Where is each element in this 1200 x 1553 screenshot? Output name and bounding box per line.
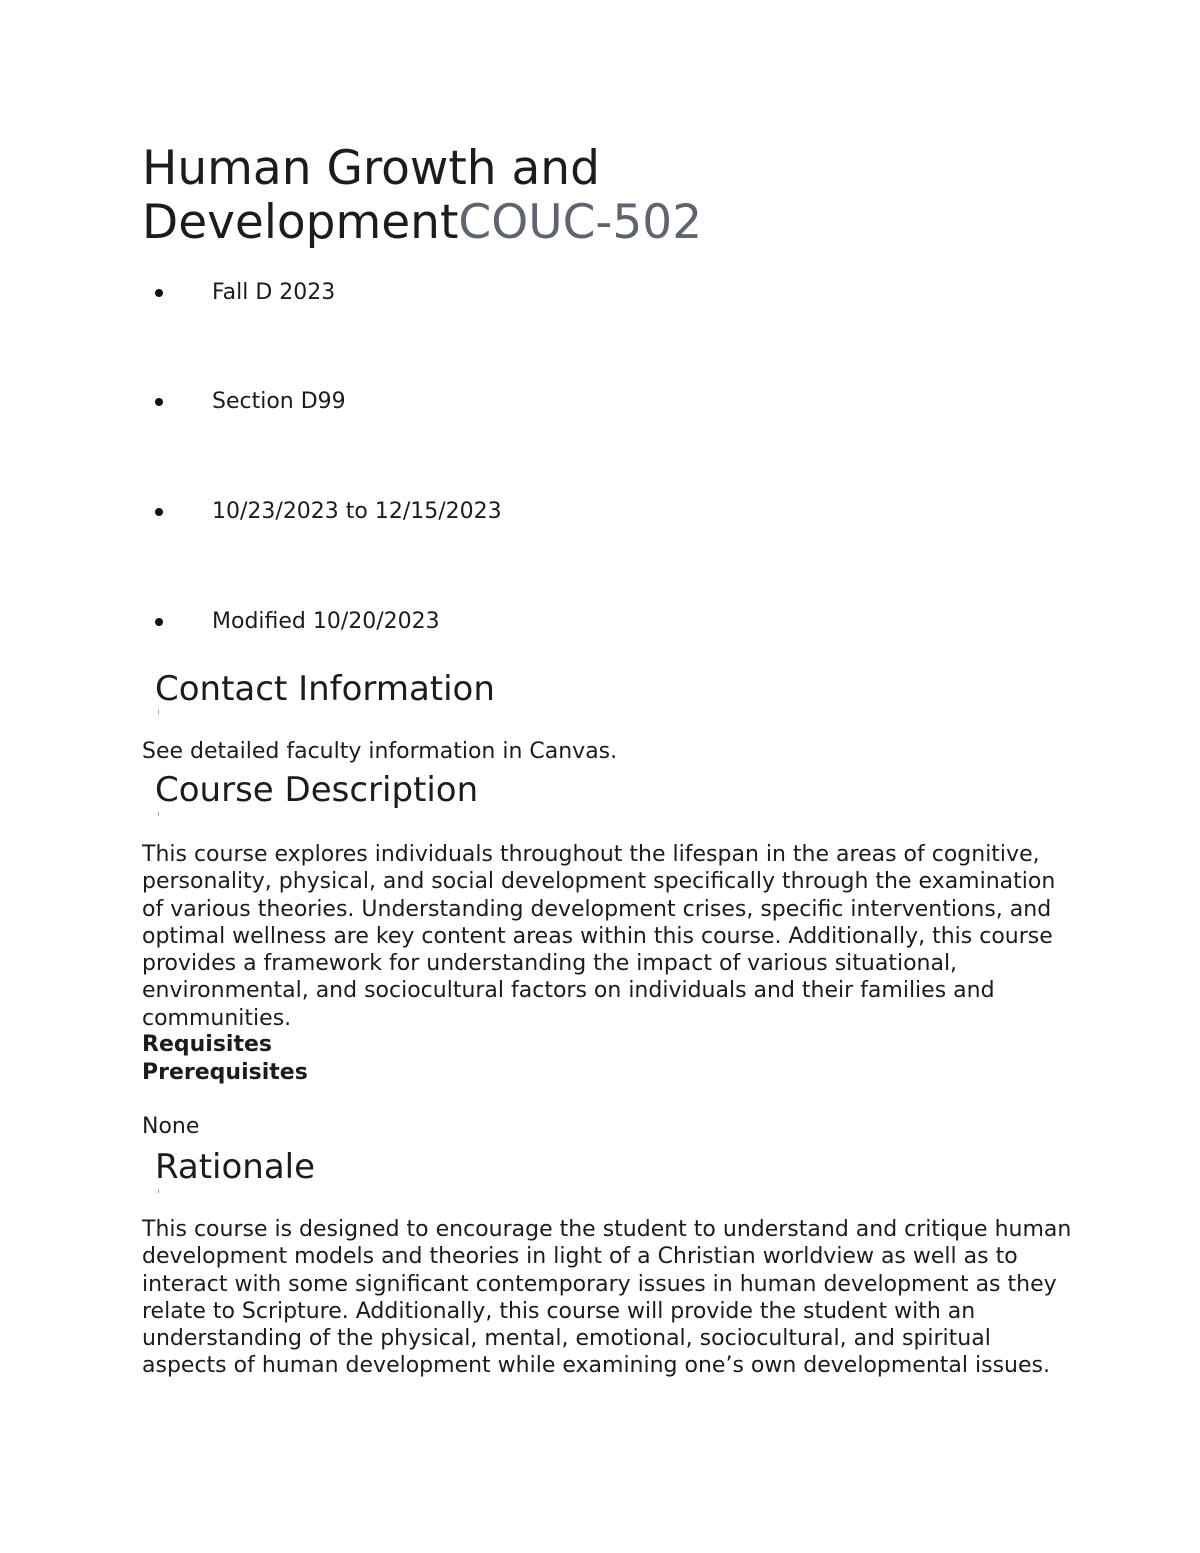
bullet-icon — [155, 618, 163, 626]
heading-marker — [158, 1189, 159, 1193]
prerequisites-heading: Prerequisites — [142, 1060, 308, 1085]
page-title — [142, 142, 1042, 250]
description-text: This course explores individuals throughout the lifespan in the areas of cognitive, personality, physical, and social development specifically through the examination of various theories. Understanding development crises, specific interventions, and optimal wellness are key content areas within this course. Additionally, this course provides a framework for understanding the impact of various situational, environmental, and sociocultural factors on individuals and their families and communities. — [142, 842, 1056, 1031]
bullet-icon — [155, 398, 163, 406]
contact-text: See detailed faculty information in Canvas. — [142, 739, 618, 764]
course-code: COUC-502 — [458, 195, 703, 250]
rationale-text: This course is designed to encourage the student to understand and critique human development models and theories in light of a Christian worldview as well as to interact with some significant contemporary issues in human development as they relate to Scripture. Additionally, this course will provide the student with an understanding of the physical, mental, emotional, sociocultural, and spiritual aspects of human development while examining one’s own developmental issues. — [142, 1217, 1072, 1379]
bullet-icon — [155, 289, 163, 297]
meta-item-text: 10/23/2023 to 12/15/2023 — [212, 499, 502, 524]
heading-marker — [158, 812, 159, 816]
contact-heading: Contact Information — [155, 669, 495, 709]
requisites-heading: Requisites — [142, 1032, 272, 1057]
meta-item-dates — [212, 498, 502, 526]
meta-item-modified — [212, 608, 440, 636]
prerequisites-text: None — [142, 1114, 200, 1139]
meta-item-term — [212, 279, 335, 307]
meta-item-section — [212, 388, 346, 416]
rationale-heading: Rationale — [155, 1147, 316, 1187]
heading-marker — [158, 710, 159, 714]
meta-item-text: Fall D 2023 — [212, 280, 336, 305]
meta-item-text: Modified 10/20/2023 — [212, 609, 440, 634]
description-heading: Course Description — [155, 770, 479, 810]
course-title: Human Growth and Development — [142, 141, 600, 250]
meta-item-text: Section D99 — [212, 389, 346, 414]
bullet-icon — [155, 508, 163, 516]
